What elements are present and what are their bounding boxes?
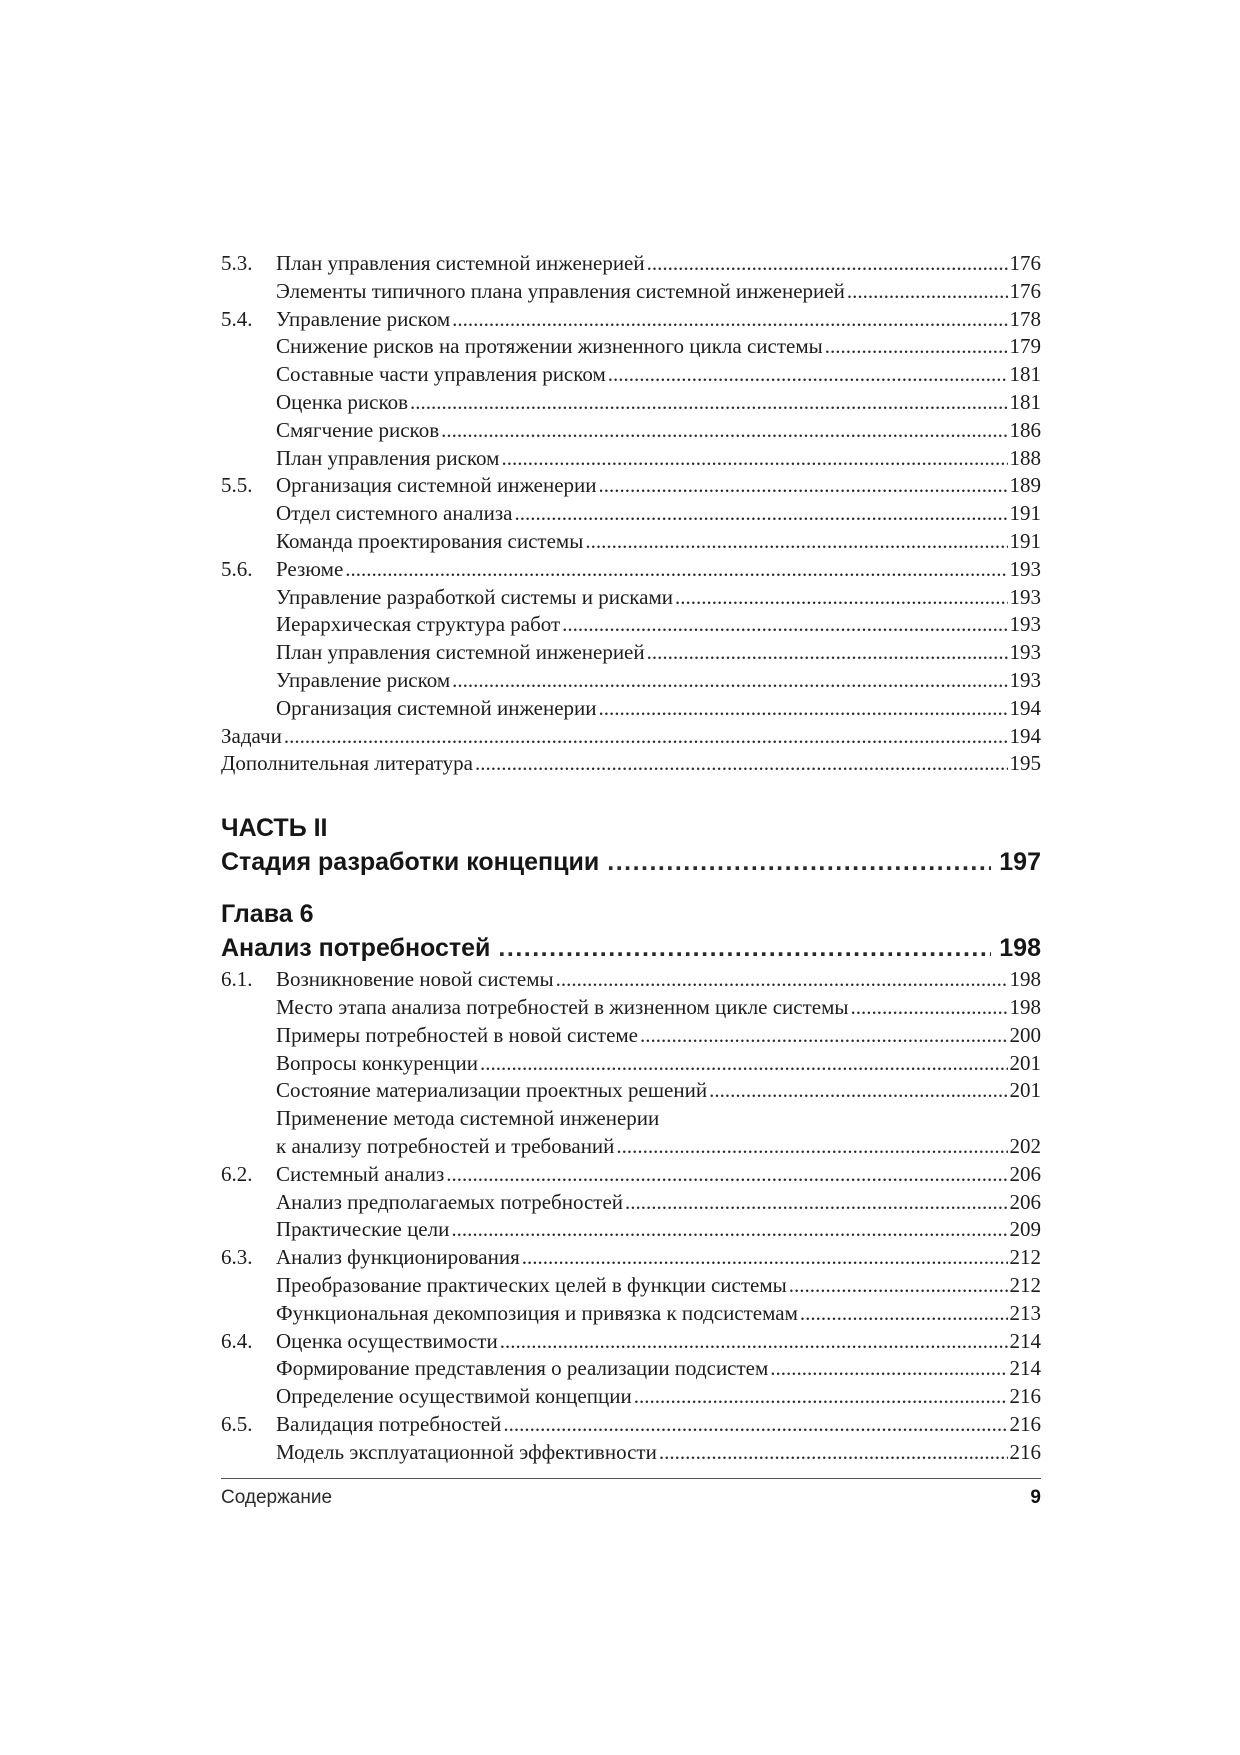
chapter-heading [221, 898, 1041, 966]
toc-entry[interactable] [221, 667, 1041, 695]
toc-entry[interactable] [221, 1133, 1041, 1161]
toc-entry-title: Управление риском [276, 667, 451, 692]
toc-entry-title: Примеры потребностей в новой системе [276, 1022, 638, 1047]
toc-entry[interactable] [221, 445, 1041, 473]
toc-entry-title: Состояние материализации проектных решений [276, 1078, 708, 1103]
toc-entry[interactable] [221, 1328, 1041, 1356]
toc-entry-number: 5.4. [221, 306, 253, 331]
leader-dots [498, 930, 991, 966]
toc-entry-page: 209 [1009, 1217, 1041, 1242]
toc-entry-page: 216 [1009, 1439, 1041, 1464]
toc-section-6 [221, 966, 1041, 1466]
part-label: ЧАСТЬ II [221, 814, 328, 843]
leader-dots [452, 306, 1007, 334]
toc-entry[interactable] [221, 500, 1041, 528]
toc-entry[interactable] [221, 1050, 1041, 1078]
leader-dots [847, 278, 1008, 306]
toc-entry[interactable] [221, 472, 1041, 500]
toc-entry-page: 206 [1009, 1161, 1041, 1186]
page-number: 9 [1030, 1487, 1041, 1508]
toc-entry[interactable] [221, 389, 1041, 417]
toc-entry[interactable] [221, 994, 1041, 1022]
toc-entry-page: 200 [1009, 1022, 1041, 1047]
toc-entry[interactable] [221, 528, 1041, 556]
toc-entry-title: Системный анализ [276, 1161, 445, 1186]
toc-entry-title: Дополнительная литература [221, 751, 473, 776]
toc-entry-page: 201 [1009, 1050, 1041, 1075]
toc-entry-page: 206 [1009, 1189, 1041, 1214]
leader-dots [345, 556, 1007, 584]
leader-dots [625, 1189, 1007, 1217]
toc-entry-page: 176 [1009, 251, 1041, 275]
toc-entry-page: 186 [1009, 417, 1041, 442]
toc-entry-page: 216 [1009, 1384, 1041, 1409]
leader-dots [675, 584, 1007, 612]
toc-entry-page: 214 [1009, 1356, 1041, 1381]
leader-dots [562, 611, 1007, 639]
part-title: Стадия разработки концепции [221, 848, 600, 877]
toc-entry-page: 193 [1009, 640, 1041, 665]
toc-entry-title: Составные части управления риском [276, 362, 606, 387]
toc-entry-page: 216 [1009, 1411, 1041, 1436]
toc-entry-page: 176 [1009, 278, 1041, 303]
toc-entry[interactable] [221, 1105, 1041, 1133]
toc-entry[interactable] [221, 611, 1041, 639]
toc-entry-title: Управление разработкой системы и рисками [276, 584, 674, 609]
leader-dots [640, 1022, 1008, 1050]
toc-entry[interactable] [221, 417, 1041, 445]
leader-dots [284, 723, 1008, 751]
toc-entry[interactable] [221, 306, 1041, 334]
leader-dots [825, 333, 1008, 361]
toc-entry-title: Смягчение рисков [276, 417, 440, 442]
toc-entry-title: Задачи [221, 723, 282, 748]
toc-entry-title: План управления системной инженерией [276, 251, 645, 275]
chapter-label: Глава 6 [221, 900, 314, 929]
toc-entry[interactable] [221, 361, 1041, 389]
toc-entry[interactable] [221, 333, 1041, 361]
toc-entry-title: Преобразование практических целей в функции системы [276, 1272, 787, 1297]
leader-dots [410, 389, 1007, 417]
toc-entry-title: Применение метода системной инженерии [276, 1106, 660, 1131]
toc-entry-number: 5.3. [221, 251, 253, 275]
toc-entry-number: 6.2. [221, 1161, 253, 1186]
leader-dots [608, 361, 1008, 389]
toc-entry-page: 193 [1009, 667, 1041, 692]
toc-entry[interactable] [221, 1411, 1041, 1439]
chapter-title-row[interactable] [221, 930, 1041, 966]
toc-entry[interactable] [221, 1161, 1041, 1189]
toc-entry[interactable] [221, 695, 1041, 723]
toc-entry-page: 212 [1009, 1272, 1041, 1297]
toc-entry-page: 212 [1009, 1245, 1041, 1270]
toc-entry-page: 179 [1009, 334, 1041, 359]
leader-dots [599, 472, 1008, 500]
toc-entry[interactable] [221, 1216, 1041, 1244]
toc-entry-title: Вопросы конкуренции [276, 1050, 479, 1075]
leader-dots [800, 1300, 1008, 1328]
chapter-page: 198 [999, 934, 1041, 963]
leader-dots [585, 528, 1007, 556]
toc-entry-title: Организация системной инженерии [276, 473, 597, 498]
toc-entry-title: Модель эксплуатационной эффективности [276, 1439, 657, 1464]
toc-entry-title: Возникновение новой системы [276, 967, 554, 992]
toc-entry-title: Функциональная декомпозиция и привязка к подсистемам [276, 1300, 798, 1325]
toc-entry-page: 191 [1009, 528, 1041, 553]
toc-entry-title: Практические цели [276, 1217, 450, 1242]
toc-entry-page: 188 [1009, 445, 1041, 470]
chapter-title: Анализ потребностей [221, 934, 491, 963]
toc-entry[interactable] [221, 1022, 1041, 1050]
toc-entry-title: Организация системной инженерии [276, 695, 597, 720]
toc-entry-page: 198 [1009, 967, 1041, 992]
leader-dots [475, 750, 1008, 778]
toc-entry-title: к анализу потребностей и требований [276, 1133, 615, 1158]
toc-entry[interactable] [221, 1383, 1041, 1411]
toc-section-5 [221, 250, 1041, 778]
leader-dots [770, 1355, 1007, 1383]
toc-entry-page: 189 [1009, 473, 1041, 498]
toc-entry-page: 198 [1009, 994, 1041, 1019]
part-heading [221, 812, 1041, 880]
leader-dots [607, 844, 991, 880]
leader-dots [500, 1328, 1008, 1356]
leader-dots [556, 966, 1008, 994]
toc-entry[interactable] [221, 278, 1041, 306]
toc-entry-page: 193 [1009, 584, 1041, 609]
toc-entry-title: Анализ предполагаемых потребностей [276, 1189, 624, 1214]
leader-dots [501, 445, 1007, 473]
toc-entry-title: Оценка рисков [276, 389, 409, 414]
toc-entry[interactable] [221, 750, 1041, 778]
leader-dots [446, 1161, 1007, 1189]
toc-entry-page: 181 [1009, 362, 1041, 387]
toc-entry-page: 213 [1009, 1300, 1041, 1325]
toc-entry-title: Элементы типичного плана управления системной инженерией [276, 278, 845, 303]
toc-entry-title: Определение осуществимой концепции [276, 1384, 632, 1409]
toc-entry[interactable] [221, 1077, 1041, 1105]
toc-entry-page: 201 [1009, 1078, 1041, 1103]
toc-entry[interactable] [221, 966, 1041, 994]
toc-entry-title: Анализ функционирования [276, 1245, 520, 1270]
toc-entry-number: 6.3. [221, 1245, 253, 1270]
leader-dots [503, 1411, 1007, 1439]
leader-dots [647, 250, 1008, 278]
toc-entry-page: 181 [1009, 389, 1041, 414]
toc-entry-title: План управления системной инженерией [276, 640, 645, 665]
running-footer-title: Содержание [221, 1487, 333, 1508]
page-footer [221, 1478, 1041, 1509]
toc-entry-page: 178 [1009, 306, 1041, 331]
toc-entry-title: Валидация потребностей [276, 1411, 502, 1436]
toc-entry-title: План управления риском [276, 445, 500, 470]
toc-entry[interactable] [221, 556, 1041, 584]
toc-entry-number: 6.4. [221, 1328, 253, 1353]
toc-entry-title: Отдел системного анализа [276, 501, 513, 526]
toc-entry-title: Иерархическая структура работ [276, 612, 561, 637]
toc-entry-title: Место этапа анализа потребностей в жизненном цикле системы [276, 994, 849, 1019]
leader-dots [789, 1272, 1008, 1300]
toc-entry[interactable] [221, 1300, 1041, 1328]
leader-dots [709, 1077, 1007, 1105]
leader-dots [616, 1133, 1007, 1161]
toc-entry[interactable] [221, 723, 1041, 751]
toc-entry[interactable] [221, 1272, 1041, 1300]
toc-entry-title: Команда проектирования системы [276, 528, 584, 553]
leader-dots [659, 1439, 1008, 1467]
toc-entry-page: 193 [1009, 612, 1041, 637]
toc-entry-number: 6.1. [221, 967, 253, 992]
toc-entry-number: 6.5. [221, 1411, 253, 1436]
part-title-row[interactable] [221, 844, 1041, 880]
toc-entry[interactable] [221, 639, 1041, 667]
leader-dots [634, 1383, 1008, 1411]
toc-entry[interactable] [221, 584, 1041, 612]
leader-dots [514, 500, 1007, 528]
toc-entry-page: 214 [1009, 1328, 1041, 1353]
leader-dots [522, 1244, 1008, 1272]
toc-entry-page: 202 [1009, 1133, 1041, 1158]
part-page: 197 [999, 848, 1041, 877]
toc-entry[interactable] [221, 1244, 1041, 1272]
toc-entry[interactable] [221, 250, 1041, 278]
toc-entry-title: Снижение рисков на протяжении жизненного цикла системы [276, 334, 823, 359]
toc-entry[interactable] [221, 1439, 1041, 1467]
leader-dots [452, 667, 1007, 695]
toc-page [221, 250, 1041, 1466]
leader-dots [451, 1216, 1007, 1244]
leader-dots [647, 639, 1008, 667]
leader-dots [599, 695, 1008, 723]
toc-entry-page: 193 [1009, 556, 1041, 581]
toc-entry[interactable] [221, 1355, 1041, 1383]
toc-entry-title: Управление риском [276, 306, 451, 331]
toc-entry-number: 5.5. [221, 473, 253, 498]
toc-entry-page: 194 [1009, 695, 1041, 720]
toc-entry-page: 191 [1009, 501, 1041, 526]
toc-entry-title: Оценка осуществимости [276, 1328, 498, 1353]
toc-entry-title: Формирование представления о реализации подсистем [276, 1356, 769, 1381]
leader-dots [441, 417, 1007, 445]
leader-dots [851, 994, 1008, 1022]
toc-entry-number: 5.6. [221, 556, 253, 581]
leader-dots [480, 1050, 1007, 1078]
toc-entry-page: 194 [1009, 723, 1041, 748]
toc-entry-title: Резюме [276, 556, 344, 581]
toc-entry-page: 195 [1009, 751, 1041, 776]
toc-entry[interactable] [221, 1189, 1041, 1217]
